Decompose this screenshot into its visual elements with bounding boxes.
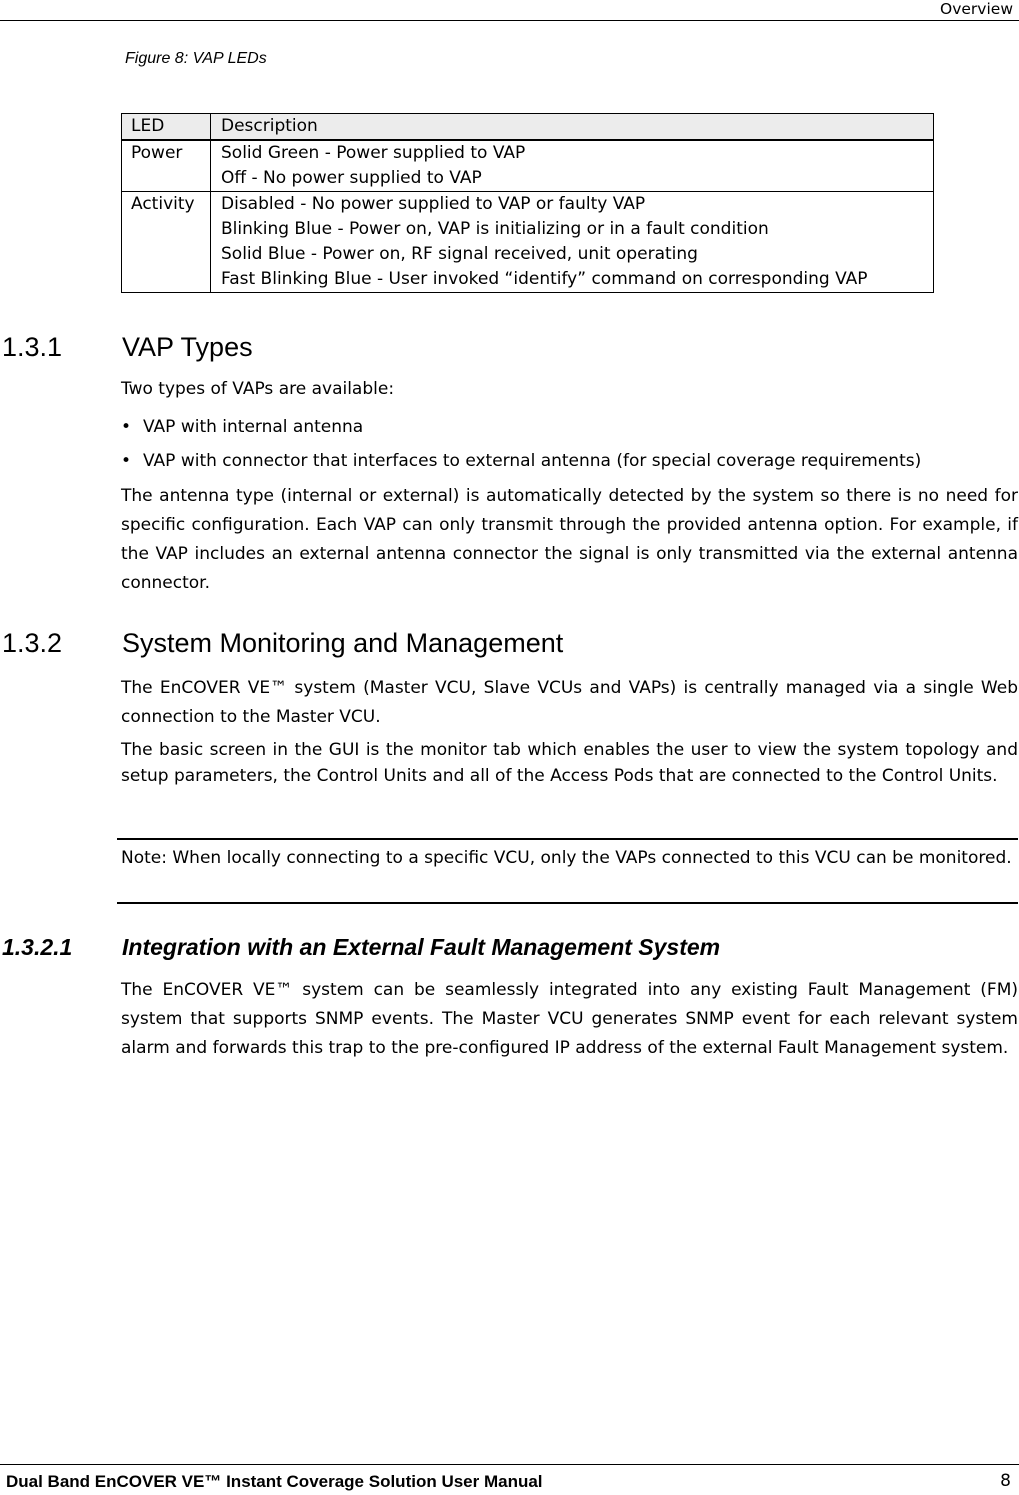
description-line: Blinking Blue - Power on, VAP is initializing or in a fault condition [221, 219, 769, 239]
vap-led-table [121, 113, 934, 293]
figure-caption: Figure 8: VAP LEDs [125, 50, 267, 67]
fault-management-paragraph: The EnCOVER VE™ system can be seamlessly integrated into any existing Fault Management (FM) system that supports SNMP events. The Master VCU generates SNMP event for each relevant system alarm and forwards this trap to the pre-configured IP address of the external Fault Management system. [121, 980, 1018, 1058]
description-line: Off - No power supplied to VAP [221, 168, 482, 188]
section-title: System Monitoring and Management [122, 628, 564, 658]
table-row [122, 140, 934, 192]
note-text: Note: When locally connecting to a specific VCU, only the VAPs connected to this VCU can be monitored. [121, 848, 1012, 868]
footer-title: Dual Band EnCOVER VE™ Instant Coverage Solution User Manual [6, 1472, 543, 1491]
led-description [211, 140, 934, 192]
header-rule [0, 20, 1019, 21]
running-header: Overview [940, 0, 1013, 18]
led-description [211, 192, 934, 293]
bullet-icon: • [121, 417, 132, 437]
table-header-row [122, 114, 934, 141]
subsection-title: Integration with an External Fault Management System [122, 934, 721, 960]
subsection-number: 1.3.2.1 [2, 934, 73, 960]
column-header-led: LED [122, 114, 211, 141]
description-line: Fast Blinking Blue - User invoked “identify” command on corresponding VAP [221, 269, 868, 289]
description-line: Solid Green - Power supplied to VAP [221, 143, 526, 163]
note-box [117, 838, 1018, 904]
section-title: VAP Types [122, 332, 253, 362]
column-header-description: Description [211, 114, 934, 141]
table-row [122, 192, 934, 293]
led-name: Activity [122, 192, 211, 293]
list-item-text: VAP with connector that interfaces to external antenna (for special coverage requirements) [143, 451, 922, 471]
section-number: 1.3.1 [2, 332, 63, 362]
vap-types-intro: Two types of VAPs are available: [121, 379, 395, 399]
section-number: 1.3.2 [2, 628, 63, 658]
list-item [121, 451, 921, 471]
vap-types-paragraph: The antenna type (internal or external) is automatically detected by the system so there is no need for specific configuration. Each VAP can only transmit through the provided antenna option. For example, if the VAP includes an external antenna connector the signal is only transmitted via the external antenna connector. [121, 486, 1018, 593]
description-line: Disabled - No power supplied to VAP or faulty VAP [221, 194, 646, 214]
led-name: Power [122, 140, 211, 192]
page-number: 8 [1000, 1471, 1011, 1491]
monitoring-paragraph-2: The basic screen in the GUI is the monitor tab which enables the user to view the system topology and setup parameters, the Control Units and all of the Access Pods that are connected to the Control Units. [121, 740, 1018, 786]
footer-rule [0, 1464, 1019, 1465]
monitoring-paragraph-1: The EnCOVER VE™ system (Master VCU, Slave VCUs and VAPs) is centrally managed via a single Web connection to the Master VCU. [121, 678, 1018, 727]
list-item [121, 417, 363, 437]
list-item-text: VAP with internal antenna [143, 417, 364, 437]
description-line: Solid Blue - Power on, RF signal received, unit operating [221, 244, 698, 264]
bullet-icon: • [121, 451, 132, 471]
